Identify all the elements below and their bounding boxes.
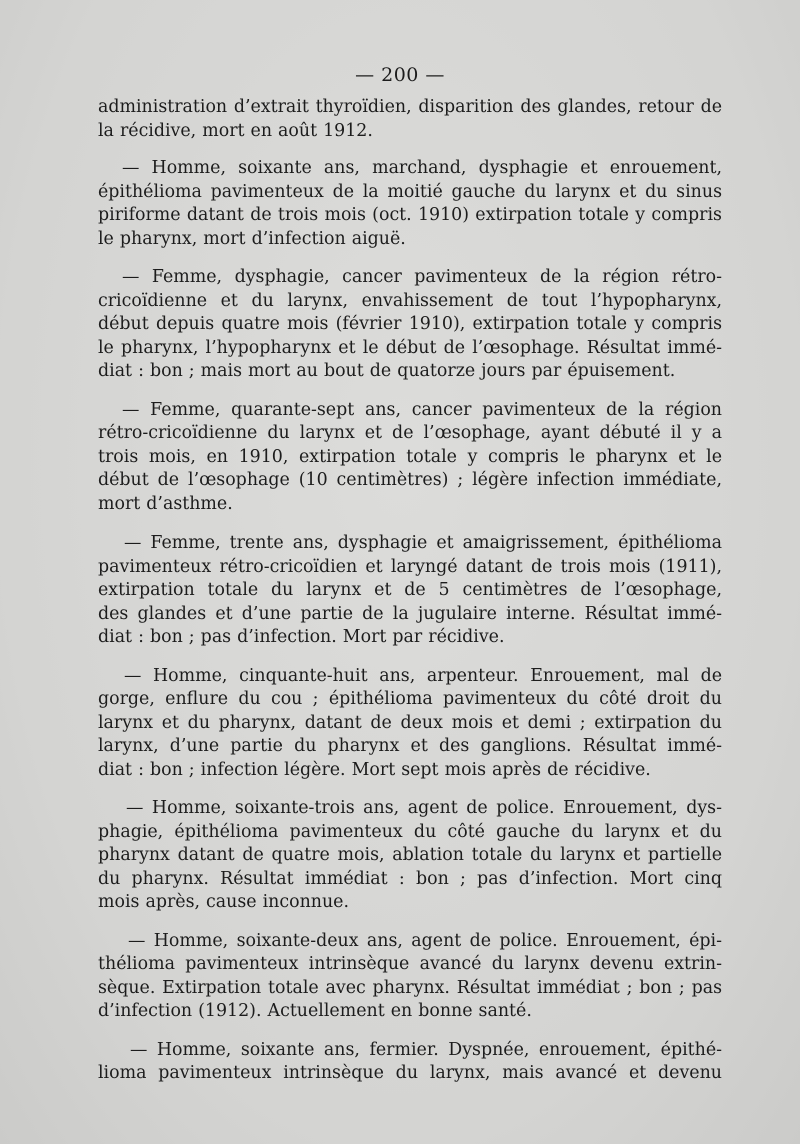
paragraph — [98, 157, 722, 251]
text-line: — Homme, soixante-trois ans, agent de police. Enrouement, dys- — [126, 798, 722, 818]
text-line: larynx, d’une partie du pharynx et des ganglions. Résultat immé- — [98, 736, 722, 756]
page-number: — 200 — — [355, 64, 445, 86]
text-line: phagie, épithélioma pavimenteux du côté gauche du larynx et du — [98, 821, 722, 842]
text-line: diat : bon ; pas d’infection. Mort par récidive. — [98, 627, 505, 647]
text-line: rétro-cricoïdienne du larynx et de l’œsophage, ayant débuté il y a — [98, 423, 722, 443]
text-line: gorge, enflure du cou ; épithélioma pavimenteux du côté droit du — [98, 689, 722, 709]
text-line: — Homme, cinquante-huit ans, arpenteur. Enrouement, mal de — [124, 665, 722, 686]
body-text — [98, 96, 722, 1086]
text-line: la récidive, mort en août 1912. — [98, 120, 373, 141]
text-line: lioma pavimenteux intrinsèque du larynx, mais avancé et devenu — [98, 1063, 722, 1083]
text-line: — Femme, dysphagie, cancer pavimenteux de la région rétro- — [122, 267, 722, 287]
text-line: sèque. Extirpation totale avec pharynx. Résultat immédiat ; bon ; pas — [98, 977, 722, 998]
text-line: diat : bon ; infection légère. Mort sept mois après de récidive. — [98, 759, 651, 780]
text-line: pharynx datant de quatre mois, ablation totale du larynx et partielle — [98, 845, 722, 865]
paragraph — [98, 266, 722, 384]
text-line: mois après, cause inconnue. — [98, 892, 350, 912]
text-line: des glandes et d’une partie de la jugulaire interne. Résultat immé- — [98, 603, 722, 624]
text-line: cricoïdienne et du larynx, envahissement de tout l’hypopharynx, — [98, 290, 722, 311]
text-line: — Homme, soixante ans, marchand, dysphagie et enrouement, — [122, 158, 722, 178]
text-line: d’infection (1912). Actuellement en bonne santé. — [98, 1001, 532, 1021]
paragraph — [98, 96, 722, 143]
paragraph — [98, 399, 722, 517]
text-line: larynx et du pharynx, datant de deux mois et demi ; extirpation du — [98, 712, 722, 733]
text-line: début depuis quatre mois (février 1910), extirpation totale y compris — [98, 314, 722, 334]
text-line: pavimenteux rétro-cricoïdien et laryngé datant de trois mois (1911), — [98, 556, 722, 577]
text-line: début de l’œsophage (10 centimètres) ; légère infection immédiate, — [98, 470, 722, 490]
text-line: épithélioma pavimenteux de la moitié gauche du larynx et du sinus — [98, 181, 722, 202]
text-line: administration d’extrait thyroïdien, disparition des glandes, retour de — [98, 97, 722, 117]
paragraph — [98, 1039, 722, 1086]
paragraph — [98, 797, 722, 915]
text-line: — Homme, soixante ans, fermier. Dyspnée, enrouement, épithé- — [130, 1039, 722, 1060]
text-line: — Homme, soixante-deux ans, agent de police. Enrouement, épi- — [128, 930, 722, 951]
paragraph — [98, 532, 722, 650]
text-line: extirpation totale du larynx et de 5 centimètres de l’œsophage, — [98, 580, 722, 600]
paragraph — [98, 930, 722, 1024]
text-line: diat : bon ; mais mort au bout de quatorze jours par épuisement. — [98, 361, 676, 381]
text-line: — Femme, trente ans, dysphagie et amaigrissement, épithélioma — [124, 533, 722, 553]
text-line: mort d’asthme. — [98, 493, 233, 514]
text-line: le pharynx, mort d’infection aiguë. — [98, 228, 406, 249]
text-line: du pharynx. Résultat immédiat : bon ; pas d’infection. Mort cinq — [98, 868, 722, 889]
text-line: piriforme datant de trois mois (oct. 1910) extirpation totale y compris — [98, 205, 722, 225]
paragraph — [98, 665, 722, 783]
text-line: trois mois, en 1910, extirpation totale y compris le pharynx et le — [98, 446, 722, 467]
text-line: thélioma pavimenteux intrinsèque avancé du larynx devenu extrin- — [98, 954, 722, 974]
text-line: — Femme, quarante-sept ans, cancer pavimenteux de la région — [122, 399, 722, 420]
text-line: le pharynx, l’hypopharynx et le début de l’œsophage. Résultat immé- — [98, 337, 722, 358]
